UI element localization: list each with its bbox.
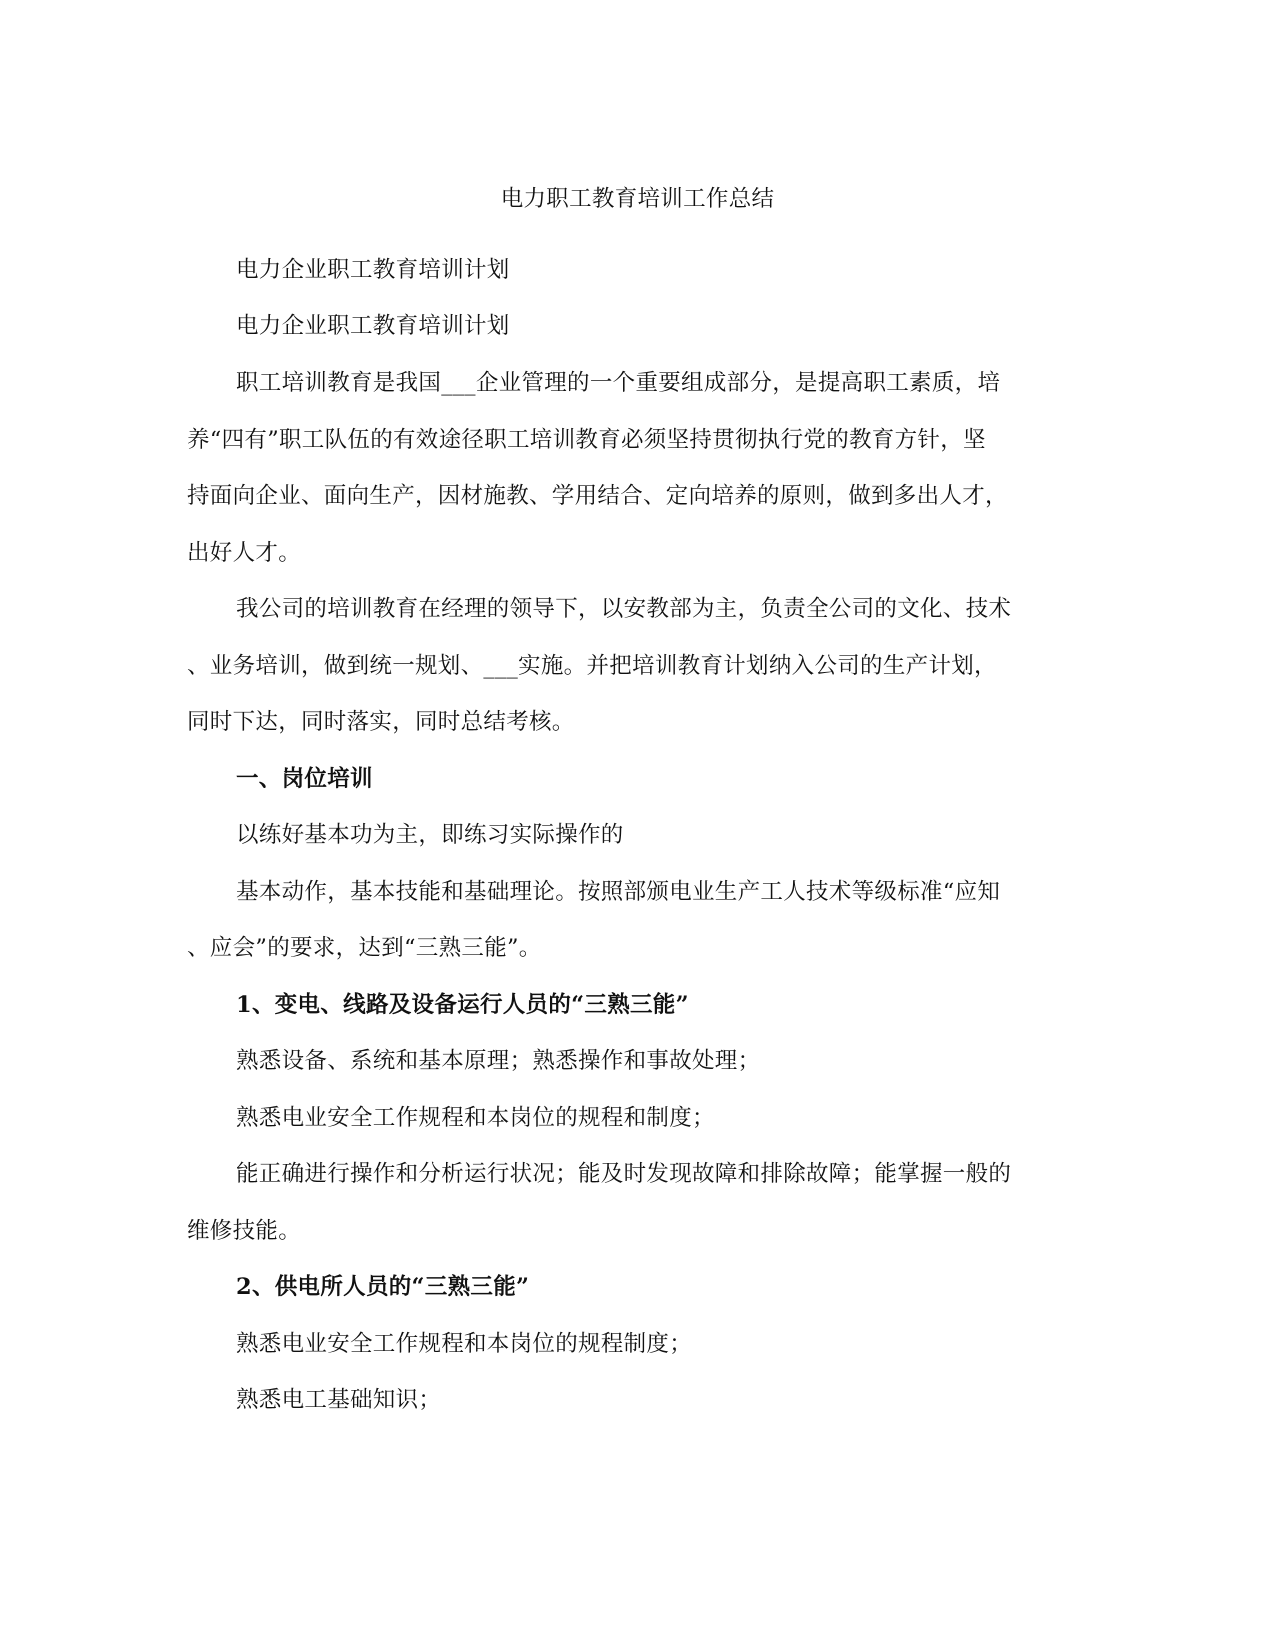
paragraph-2-line-1: 我公司的培训教育在经理的领导下，以安教部为主，负责全公司的文化、技术 [236, 596, 1012, 622]
list-item-3-line-2: 维修技能。 [187, 1218, 302, 1244]
section-heading-1: 一、岗位培训 [236, 766, 373, 792]
paragraph-3: 以练好基本功为主，即练习实际操作的 [236, 822, 624, 848]
paragraph-4-line-2: 、应会”的要求，达到“三熟三能”。 [187, 935, 542, 961]
paragraph-1-line-4: 出好人才。 [187, 540, 302, 566]
list-item-2: 熟悉电业安全工作规程和本岗位的规程和制度； [236, 1105, 715, 1131]
section-heading-2: 1、变电、线路及设备运行人员的“三熟三能” [236, 992, 689, 1018]
list-item-5: 熟悉电工基础知识； [236, 1387, 442, 1413]
document-title: 电力职工教育培训工作总结 [500, 186, 775, 212]
paragraph-1-line-1: 职工培训教育是我国___企业管理的一个重要组成部分，是提高职工素质，培 [236, 370, 1001, 396]
subtitle-line-1: 电力企业职工教育培训计划 [236, 257, 510, 283]
list-item-4: 熟悉电业安全工作规程和本岗位的规程制度； [236, 1331, 693, 1357]
paragraph-2-line-3: 同时下达，同时落实，同时总结考核。 [187, 709, 575, 735]
section-heading-3: 2、供电所人员的“三熟三能” [236, 1274, 530, 1300]
paragraph-4-line-1: 基本动作，基本技能和基础理论。按照部颁电业生产工人技术等级标准“应知 [236, 879, 1001, 905]
subtitle-line-2: 电力企业职工教育培训计划 [236, 313, 510, 339]
paragraph-1-line-2: 养“四有”职工队伍的有效途径职工培训教育必须坚持贯彻执行党的教育方针，坚 [187, 427, 986, 453]
list-item-1: 熟悉设备、系统和基本原理；熟悉操作和事故处理； [236, 1048, 761, 1074]
list-item-3-line-1: 能正确进行操作和分析运行状况；能及时发现故障和排除故障；能掌握一般的 [236, 1161, 1012, 1187]
paragraph-2-line-2: 、业务培训，做到统一规划、___实施。并把培训教育计划纳入公司的生产计划， [187, 653, 997, 679]
paragraph-1-line-3: 持面向企业、面向生产，因材施教、学用结合、定向培养的原则，做到多出人才， [187, 483, 1008, 509]
